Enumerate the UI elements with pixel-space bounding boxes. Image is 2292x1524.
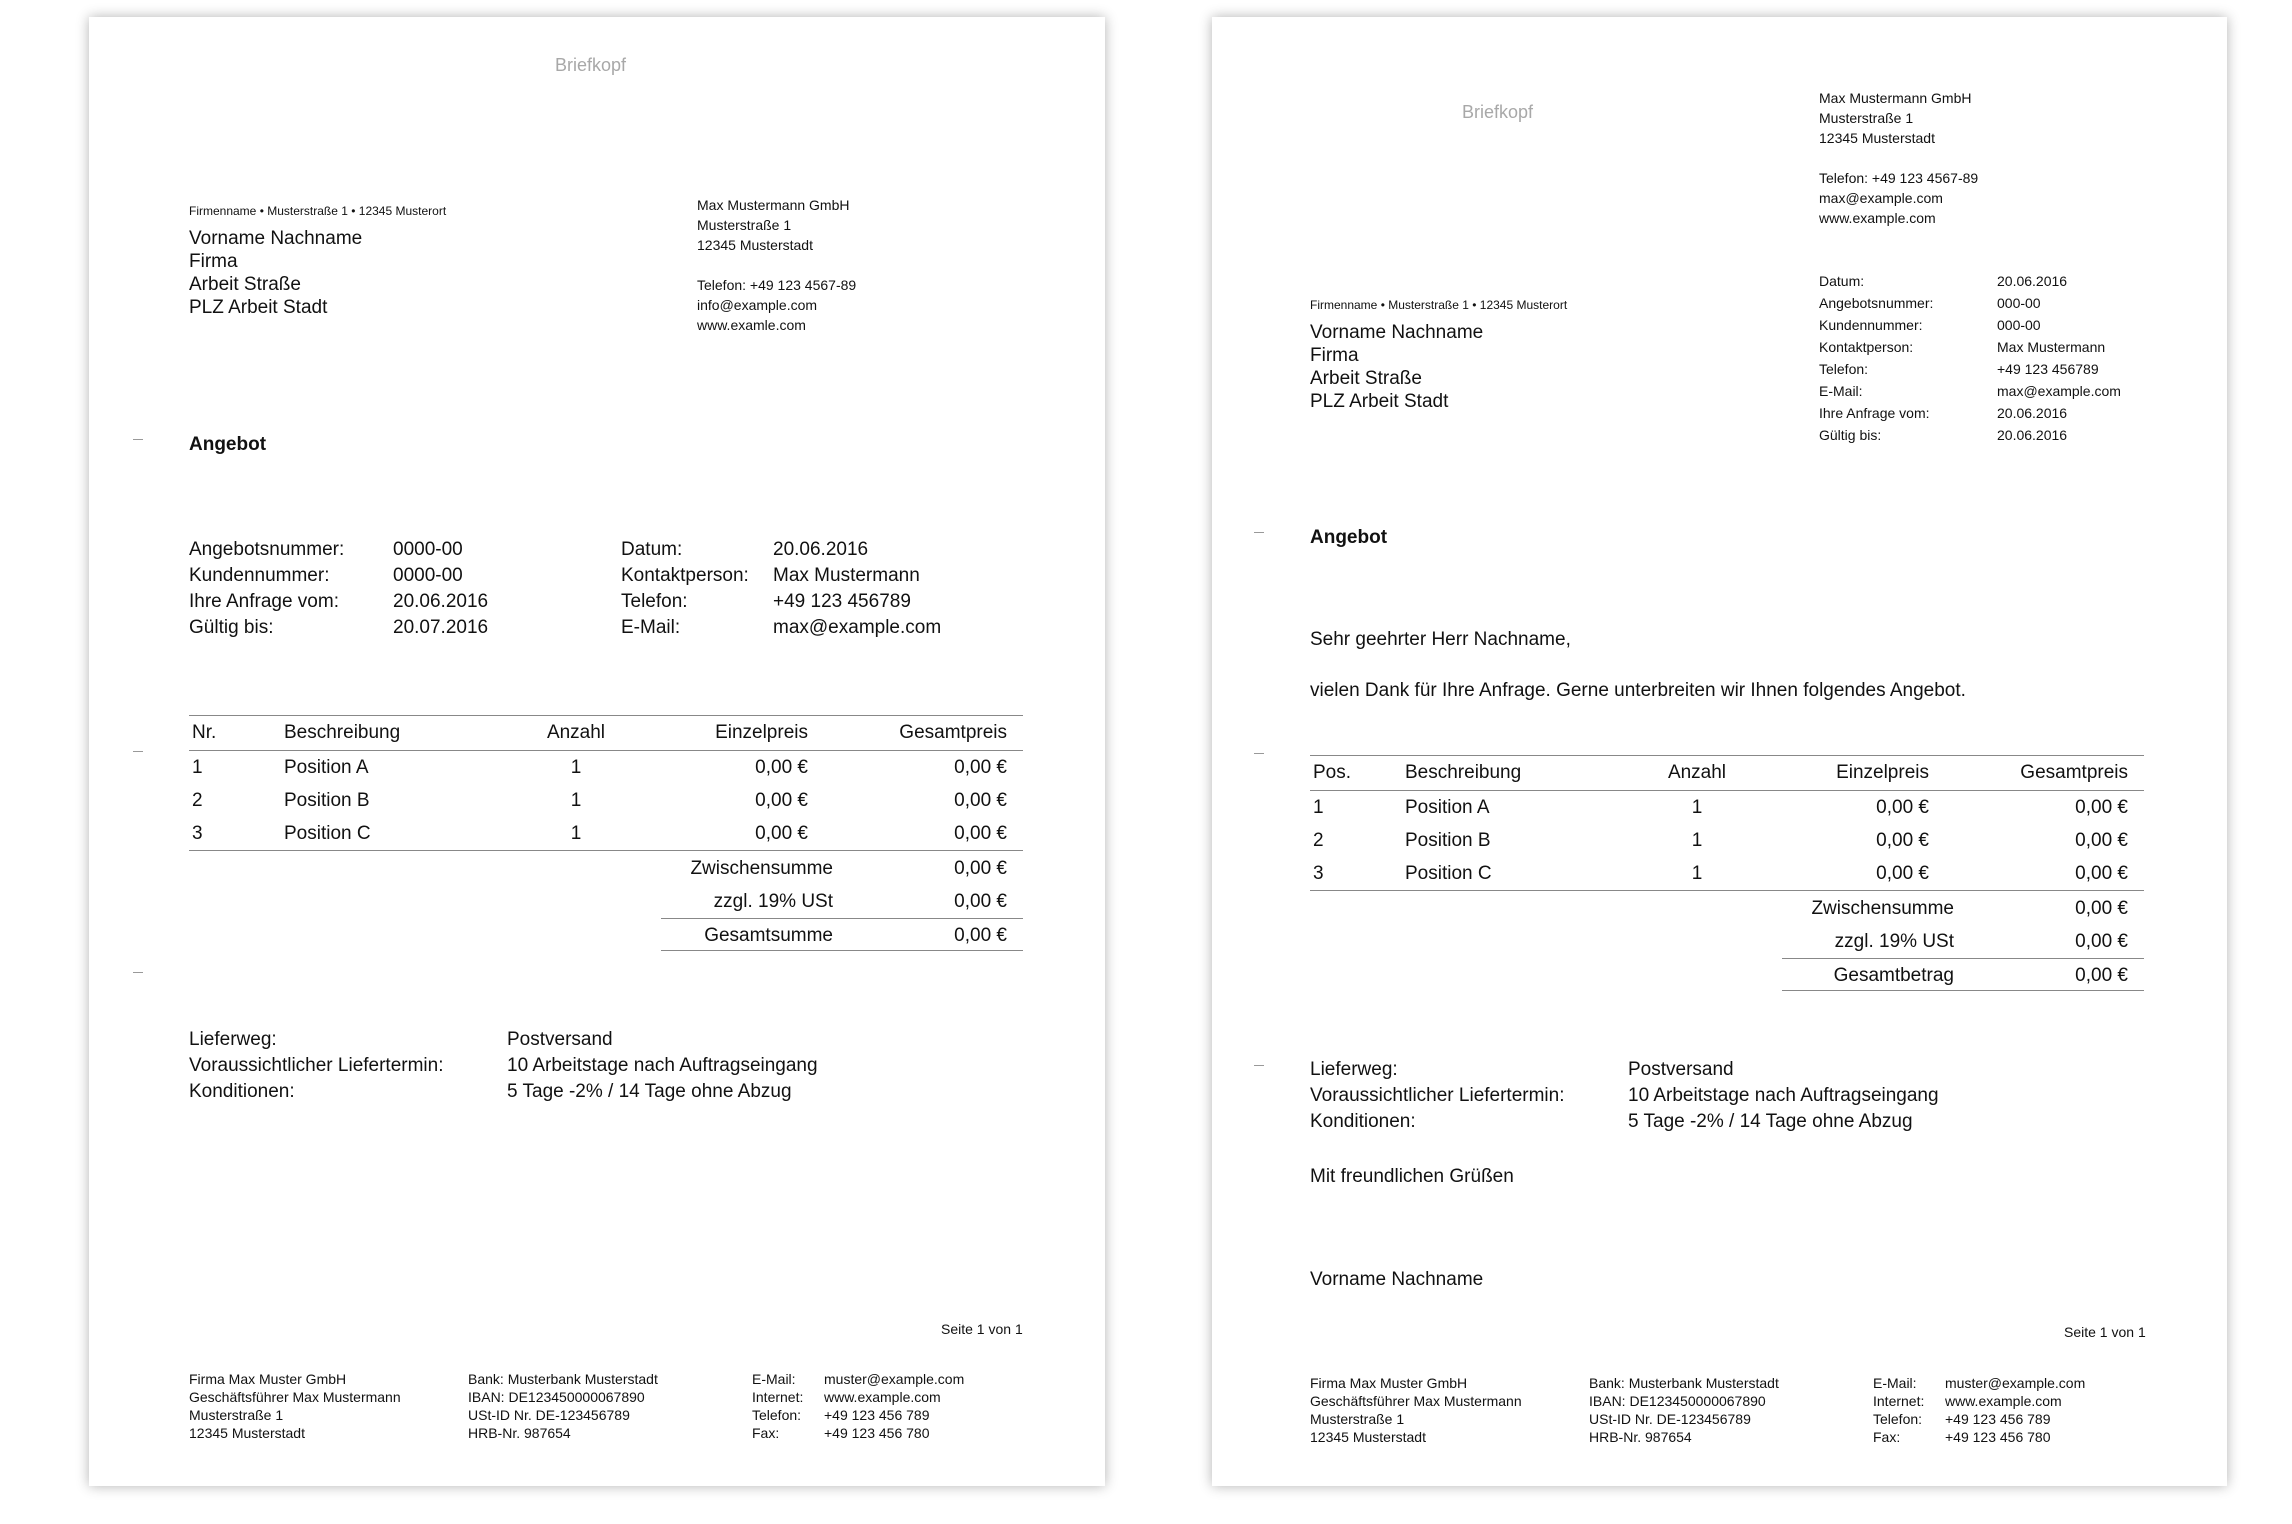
- cell-quantity: 1: [1691, 829, 1703, 851]
- totals-block: [1782, 892, 2144, 991]
- total-row: [1782, 958, 2144, 991]
- footer-company: [189, 1370, 401, 1442]
- footer-label: Fax:: [752, 1425, 780, 1441]
- recipient-line: Firma: [189, 251, 238, 272]
- delivery-terms: [1310, 1057, 1939, 1135]
- cell-nr: 3: [1310, 857, 1402, 891]
- column-header: Anzahl: [1642, 756, 1752, 791]
- page-number: Seite 1 von 1: [2064, 1324, 2146, 1340]
- document-page-2: [1212, 17, 2227, 1486]
- meta-label: Telefon:: [621, 591, 688, 612]
- cell-description: Position C: [1402, 857, 1642, 891]
- cell-nr: 3: [189, 817, 281, 851]
- cell-total-price: 0,00 €: [811, 817, 1023, 851]
- fold-mark: [133, 751, 143, 752]
- meta-label: Kundennummer:: [189, 565, 330, 586]
- cell-quantity: 1: [1691, 796, 1703, 818]
- company-block: [697, 195, 856, 335]
- cell-unit-price: 0,00 €: [1876, 829, 1929, 851]
- offer-meta: [1819, 270, 2121, 446]
- term-value: Postversand: [1628, 1059, 1734, 1080]
- cell-nr: 1: [192, 756, 203, 778]
- company-line-spacer: [697, 255, 856, 275]
- company-block: [1819, 88, 1978, 228]
- meta-label: Angebotsnummer:: [189, 539, 345, 560]
- footer-label: E-Mail:: [752, 1371, 796, 1387]
- footer-line: Musterstraße 1: [189, 1407, 284, 1423]
- tax-label: zzgl. 19% USt: [1834, 931, 1954, 952]
- company-line: Musterstraße 1: [697, 217, 792, 233]
- footer-label: Internet:: [752, 1389, 804, 1405]
- footer-label: Telefon:: [1873, 1411, 1923, 1427]
- table-row: [189, 751, 1023, 785]
- delivery-terms: [189, 1027, 818, 1105]
- recipient-address: [189, 227, 362, 319]
- footer-value: www.example.com: [824, 1389, 941, 1405]
- meta-value: Max Mustermann: [1997, 339, 2106, 355]
- footer-value: +49 123 456 780: [1945, 1429, 2051, 1445]
- offer-meta-left: [189, 537, 488, 641]
- fold-mark: [1254, 1065, 1264, 1066]
- table-header-row: [189, 716, 1023, 751]
- meta-label: E-Mail:: [1819, 383, 1863, 399]
- punch-mark: [1254, 753, 1264, 754]
- column-header: Gesamtpreis: [811, 716, 1023, 751]
- table-header-row: [1310, 756, 2144, 791]
- document-title: Angebot: [189, 434, 267, 455]
- footer-line: IBAN: DE123450000067890: [1589, 1393, 1766, 1409]
- tax-row: [661, 885, 1023, 918]
- meta-value: 20.06.2016: [773, 539, 869, 560]
- footer-label: E-Mail:: [1873, 1375, 1917, 1391]
- recipient-address: [1310, 321, 1483, 413]
- cell-quantity: 1: [570, 756, 582, 778]
- page-number: Seite 1 von 1: [941, 1321, 1023, 1337]
- recipient-line: Arbeit Straße: [1310, 368, 1422, 389]
- footer-line: 12345 Musterstadt: [1310, 1429, 1426, 1445]
- footer-line: HRB-Nr. 987654: [468, 1425, 571, 1441]
- tax-row: [1782, 925, 2144, 958]
- company-line-spacer: [1819, 148, 1978, 168]
- footer-value: www.example.com: [1945, 1393, 2062, 1409]
- footer-contact: [752, 1370, 964, 1442]
- company-line: www.examle.com: [697, 317, 806, 333]
- items-table: [189, 715, 1023, 851]
- footer-line: Geschäftsführer Max Mustermann: [1310, 1393, 1522, 1409]
- offer-meta-right: [621, 537, 941, 641]
- intro-text: vielen Dank für Ihre Anfrage. Gerne unterbreiten wir Ihnen folgendes Angebot.: [1310, 680, 1966, 701]
- meta-value: 000-00: [1997, 317, 2041, 333]
- letterhead-placeholder: Briefkopf: [1462, 102, 1534, 122]
- meta-label: Gültig bis:: [189, 617, 274, 638]
- recipient-line: Vorname Nachname: [1310, 322, 1484, 343]
- term-value: Postversand: [507, 1029, 613, 1050]
- meta-label: Gültig bis:: [1819, 427, 1882, 443]
- document-page-1: [89, 17, 1105, 1486]
- meta-label: Ihre Anfrage vom:: [1819, 405, 1930, 421]
- meta-label: Ihre Anfrage vom:: [189, 591, 339, 612]
- footer-value: +49 123 456 789: [1945, 1411, 2051, 1427]
- closing-text: Mit freundlichen Grüßen: [1310, 1166, 1514, 1187]
- cell-total-price: 0,00 €: [954, 789, 1007, 811]
- greeting: Sehr geehrter Herr Nachname,: [1310, 629, 1571, 650]
- footer-value: +49 123 456 789: [824, 1407, 930, 1423]
- footer-line: Geschäftsführer Max Mustermann: [189, 1389, 401, 1405]
- term-value: 10 Arbeitstage nach Auftragseingang: [1628, 1085, 1939, 1106]
- footer-value: +49 123 456 780: [824, 1425, 930, 1441]
- cell-unit-price: 0,00 €: [631, 817, 811, 851]
- meta-label: Datum:: [621, 539, 683, 560]
- meta-value: 20.06.2016: [1997, 427, 2068, 443]
- cell-description: Position B: [1405, 829, 1491, 851]
- punch-mark: [133, 972, 143, 973]
- meta-label: Kontaktperson:: [1819, 339, 1914, 355]
- company-line: Max Mustermann GmbH: [1819, 90, 1972, 106]
- meta-value: Max Mustermann: [773, 565, 920, 586]
- footer-line: Musterstraße 1: [1310, 1411, 1405, 1427]
- letterhead-placeholder: Briefkopf: [555, 55, 627, 75]
- tax-value: 0,00 €: [954, 891, 1007, 912]
- tax-label: zzgl. 19% USt: [713, 891, 833, 912]
- column-header: Einzelpreis: [1752, 756, 1932, 791]
- company-line: 12345 Musterstadt: [697, 237, 813, 253]
- meta-value: 20.07.2016: [393, 617, 489, 638]
- company-line: Telefon: +49 123 4567-89: [697, 277, 857, 293]
- table-row: [1310, 824, 2144, 857]
- company-line: info@example.com: [697, 297, 818, 313]
- recipient-line: PLZ Arbeit Stadt: [1310, 391, 1449, 412]
- footer-line: Firma Max Muster GmbH: [1310, 1375, 1468, 1391]
- cell-quantity: 1: [570, 789, 582, 811]
- meta-value: 000-00: [1997, 295, 2041, 311]
- term-label: Voraussichtlicher Liefertermin:: [189, 1055, 444, 1076]
- table-row: [1310, 791, 2144, 825]
- footer-bank: [468, 1370, 658, 1442]
- cell-description: Position C: [281, 817, 521, 851]
- cell-unit-price: 0,00 €: [755, 756, 808, 778]
- term-label: Voraussichtlicher Liefertermin:: [1310, 1085, 1565, 1106]
- cell-total-price: 0,00 €: [2075, 829, 2128, 851]
- recipient-line: Firma: [1310, 345, 1359, 366]
- sender-line: Firmenname • Musterstraße 1 • 12345 Musterort: [189, 204, 447, 218]
- subtotal-row: [661, 852, 1023, 885]
- meta-value: 0000-00: [393, 539, 463, 560]
- subtotal-label: Zwischensumme: [690, 858, 833, 879]
- total-label: Gesamtsumme: [704, 925, 833, 946]
- company-line: 12345 Musterstadt: [1819, 130, 1935, 146]
- footer-contact: [1873, 1374, 2085, 1446]
- footer-line: 12345 Musterstadt: [189, 1425, 305, 1441]
- column-header: Gesamtpreis: [1932, 756, 2144, 791]
- company-line: Musterstraße 1: [1819, 110, 1914, 126]
- meta-value: max@example.com: [1997, 383, 2121, 399]
- column-header: Einzelpreis: [631, 716, 811, 751]
- cell-unit-price: 0,00 €: [1752, 857, 1932, 891]
- meta-value: +49 123 456789: [1997, 361, 2099, 377]
- total-value: 0,00 €: [2075, 965, 2128, 986]
- tax-value: 0,00 €: [2075, 931, 2128, 952]
- meta-label: Telefon:: [1819, 361, 1869, 377]
- cell-total-price: 0,00 €: [2075, 796, 2128, 818]
- footer-bank: [1589, 1374, 1779, 1446]
- cell-unit-price: 0,00 €: [1876, 796, 1929, 818]
- cell-total-price: 0,00 €: [954, 756, 1007, 778]
- term-label: Lieferweg:: [189, 1029, 277, 1050]
- term-value: 10 Arbeitstage nach Auftragseingang: [507, 1055, 818, 1076]
- footer-company: [1310, 1374, 1522, 1446]
- subtotal-label: Zwischensumme: [1811, 898, 1954, 919]
- sender-line: Firmenname • Musterstraße 1 • 12345 Musterort: [1310, 298, 1568, 312]
- recipient-line: Vorname Nachname: [189, 228, 363, 249]
- meta-value: 20.06.2016: [1997, 405, 2068, 421]
- footer-value: muster@example.com: [824, 1371, 965, 1387]
- fold-mark: [1254, 532, 1264, 533]
- cell-nr: 2: [1313, 829, 1324, 851]
- column-header: Beschreibung: [281, 716, 521, 751]
- items-table: [1310, 755, 2144, 891]
- footer-label: Internet:: [1873, 1393, 1925, 1409]
- footer-line: USt-ID Nr. DE-123456789: [1589, 1411, 1751, 1427]
- meta-value: max@example.com: [773, 617, 942, 638]
- company-line: Max Mustermann GmbH: [697, 197, 850, 213]
- meta-label: Angebotsnummer:: [1819, 295, 1934, 311]
- company-line: Telefon: +49 123 4567-89: [1819, 170, 1979, 186]
- table-row: [189, 784, 1023, 817]
- meta-value: 20.06.2016: [393, 591, 489, 612]
- document-title: Angebot: [1310, 527, 1388, 548]
- meta-value: 20.06.2016: [1997, 273, 2068, 289]
- footer-line: IBAN: DE123450000067890: [468, 1389, 645, 1405]
- subtotal-row: [1782, 892, 2144, 925]
- company-line: max@example.com: [1819, 190, 1943, 206]
- footer-line: HRB-Nr. 987654: [1589, 1429, 1692, 1445]
- meta-value: +49 123 456789: [773, 591, 911, 612]
- cell-quantity: 1: [1642, 857, 1752, 891]
- cell-description: Position A: [1405, 796, 1490, 818]
- recipient-line: Arbeit Straße: [189, 274, 301, 295]
- cell-description: Position A: [284, 756, 369, 778]
- fold-mark: [133, 439, 143, 440]
- footer-value: muster@example.com: [1945, 1375, 2086, 1391]
- total-row: [661, 918, 1023, 951]
- table-row: [189, 817, 1023, 851]
- recipient-line: PLZ Arbeit Stadt: [189, 297, 328, 318]
- meta-value: 0000-00: [393, 565, 463, 586]
- total-value: 0,00 €: [954, 925, 1007, 946]
- term-label: Konditionen:: [1310, 1111, 1416, 1132]
- footer-line: USt-ID Nr. DE-123456789: [468, 1407, 630, 1423]
- column-header: Pos.: [1310, 756, 1402, 791]
- subtotal-value: 0,00 €: [954, 858, 1007, 879]
- cell-description: Position B: [284, 789, 370, 811]
- cell-nr: 2: [192, 789, 203, 811]
- company-line: www.example.com: [1819, 210, 1936, 226]
- footer-label: Telefon:: [752, 1407, 802, 1423]
- cell-nr: 1: [1313, 796, 1324, 818]
- total-label: Gesamtbetrag: [1833, 965, 1954, 986]
- term-label: Konditionen:: [189, 1081, 295, 1102]
- column-header: Beschreibung: [1402, 756, 1642, 791]
- footer-line: Bank: Musterbank Musterstadt: [1589, 1375, 1779, 1391]
- meta-label: E-Mail:: [621, 617, 681, 638]
- column-header: Nr.: [189, 716, 281, 751]
- subtotal-value: 0,00 €: [2075, 898, 2128, 919]
- term-label: Lieferweg:: [1310, 1059, 1398, 1080]
- term-value: 5 Tage -2% / 14 Tage ohne Abzug: [507, 1081, 792, 1102]
- cell-quantity: 1: [521, 817, 631, 851]
- cell-unit-price: 0,00 €: [755, 789, 808, 811]
- table-row: [1310, 857, 2144, 891]
- term-value: 5 Tage -2% / 14 Tage ohne Abzug: [1628, 1111, 1913, 1132]
- footer-line: Bank: Musterbank Musterstadt: [468, 1371, 658, 1387]
- footer-line: Firma Max Muster GmbH: [189, 1371, 347, 1387]
- signature-name: Vorname Nachname: [1310, 1269, 1484, 1290]
- cell-total-price: 0,00 €: [1932, 857, 2144, 891]
- meta-label: Kontaktperson:: [621, 565, 749, 586]
- meta-label: Datum:: [1819, 273, 1865, 289]
- column-header: Anzahl: [521, 716, 631, 751]
- footer-label: Fax:: [1873, 1429, 1901, 1445]
- totals-block: [661, 852, 1023, 951]
- meta-label: Kundennummer:: [1819, 317, 1923, 333]
